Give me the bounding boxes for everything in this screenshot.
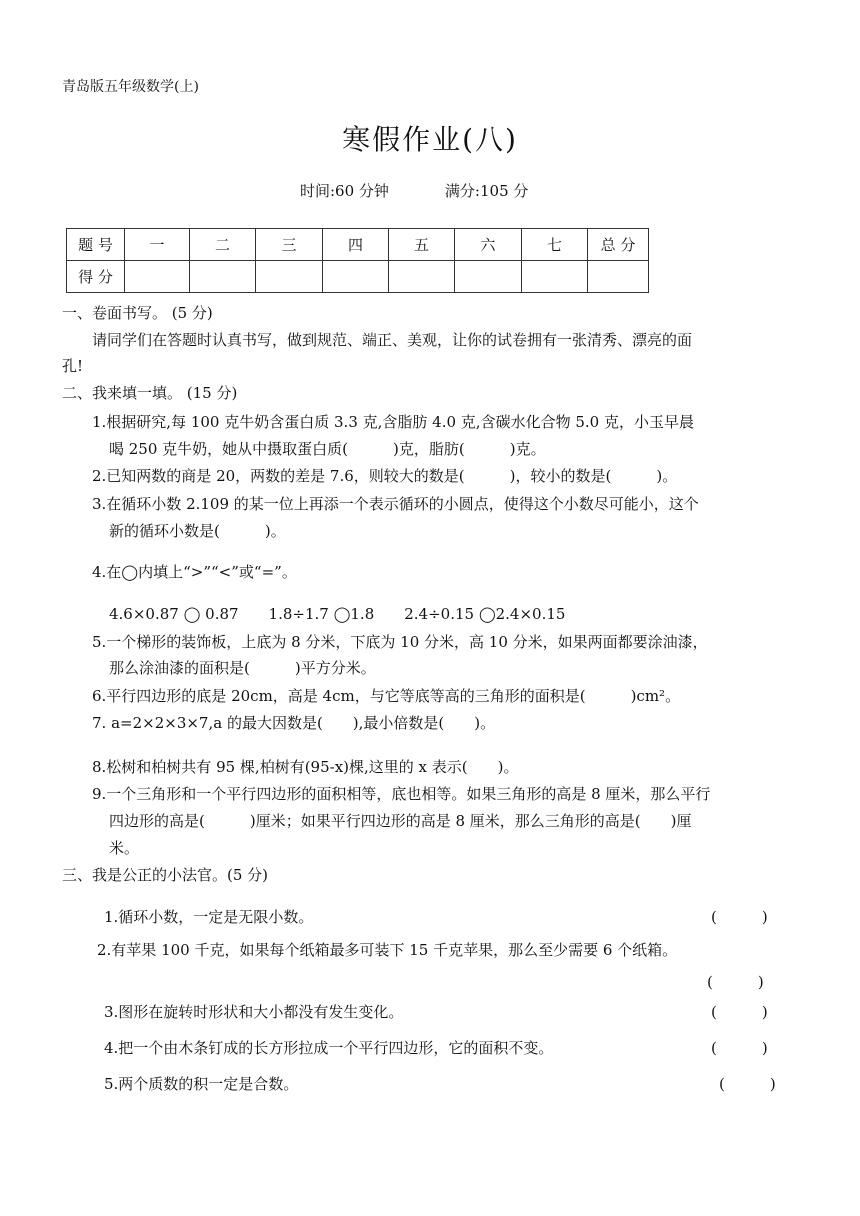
question-1-line: 喝 250 克牛奶，她从中摄取蛋白质( )克，脂肪( )克。 <box>109 440 546 458</box>
table-cell: 总 分 <box>588 229 649 261</box>
question-4-items: 4.6×0.87 ◯ 0.87 1.8÷1.7 ◯1.8 2.4÷0.15 ◯2.4×0.15 <box>109 605 566 623</box>
question-8: 8.松树和柏树共有 95 棵,柏树有(95-x)棵,这里的 x 表示( )。 <box>92 758 519 776</box>
score-table-header-row <box>67 229 649 261</box>
score-input-cell[interactable] <box>455 261 522 293</box>
statement-5: 5.两个质数的积一定是合数。 <box>104 1075 299 1093</box>
table-cell: 四 <box>323 229 389 261</box>
answer-paren[interactable]: ( ) <box>711 1039 768 1057</box>
score-input-cell[interactable] <box>190 261 256 293</box>
answer-paren[interactable]: ( ) <box>711 908 768 926</box>
section1-text-line: 孔! <box>62 357 84 375</box>
table-cell: 一 <box>125 229 190 261</box>
question-9-line: 四边形的高是( )厘米；如果平行四边形的高是 8 厘米，那么三角形的高是( )厘 <box>109 812 692 830</box>
score-input-cell[interactable] <box>588 261 649 293</box>
question-3-line: 新的循环小数是( )。 <box>109 522 286 540</box>
score-table-score-row <box>67 261 649 293</box>
score-input-cell[interactable] <box>522 261 588 293</box>
question-5-line: 5.一个梯形的装饰板，上底为 8 分米，下底为 10 分米，高 10 分米，如果两面都要涂油漆， <box>92 633 708 651</box>
section2-heading: 二、我来填一填。 (15 分) <box>62 384 238 402</box>
question-9-line: 米。 <box>109 839 140 857</box>
answer-paren[interactable]: ( ) <box>707 973 764 991</box>
table-cell: 五 <box>389 229 455 261</box>
table-cell: 得 分 <box>67 261 125 293</box>
table-cell: 题 号 <box>67 229 125 261</box>
question-5-line: 那么涂油漆的面积是( )平方分米。 <box>109 659 376 677</box>
question-4: 4.在◯内填上“>”“<”或“=”。 <box>92 563 297 581</box>
question-2: 2.已知两数的商是 20，两数的差是 7.6，则较大的数是( )，较小的数是( )。 <box>92 467 678 485</box>
score-table <box>66 228 649 293</box>
full-score: 满分:105 分 <box>444 182 529 200</box>
exam-info <box>300 180 528 201</box>
question-3-line: 3.在循环小数 2.109 的某一位上再添一个表示循环的小圆点，使得这个小数尽可能小，这个 <box>92 495 699 513</box>
answer-paren[interactable]: ( ) <box>719 1075 776 1093</box>
statement-1: 1.循环小数，一定是无限小数。 <box>104 908 314 926</box>
document-header: 青岛版五年级数学(上) <box>62 79 199 95</box>
page-title: 寒假作业(八) <box>342 123 518 156</box>
section1-heading: 一、卷面书写。 (5 分) <box>62 304 213 322</box>
question-9-line: 9.一个三角形和一个平行四边形的面积相等，底也相等。如果三角形的高是 8 厘米，那么平行 <box>92 785 711 803</box>
score-input-cell[interactable] <box>323 261 389 293</box>
statement-2: 2.有苹果 100 千克，如果每个纸箱最多可装下 15 千克苹果，那么至少需要 6 个纸箱。 <box>97 941 678 959</box>
score-input-cell[interactable] <box>256 261 323 293</box>
statement-4: 4.把一个由木条钉成的长方形拉成一个平行四边形，它的面积不变。 <box>104 1039 554 1057</box>
question-1-line: 1.根据研究,每 100 克牛奶含蛋白质 3.3 克,含脂肪 4.0 克,含碳水化合物 5.0 克，小玉早晨 <box>92 413 694 431</box>
question-7: 7. a=2×2×3×7,a 的最大因数是( ),最小倍数是( )。 <box>92 714 496 732</box>
table-cell: 二 <box>190 229 256 261</box>
section1-text-line: 请同学们在答题时认真书写，做到规范、端正、美观，让你的试卷拥有一张清秀、漂亮的面 <box>92 331 693 349</box>
table-cell: 七 <box>522 229 588 261</box>
table-cell: 三 <box>256 229 323 261</box>
statement-3: 3.图形在旋转时形状和大小都没有发生变化。 <box>104 1003 404 1021</box>
question-6: 6.平行四边形的底是 20cm，高是 4cm，与它等底等高的三角形的面积是( )cm²。 <box>92 687 681 705</box>
time-limit: 时间:60 分钟 <box>300 182 389 200</box>
score-input-cell[interactable] <box>389 261 455 293</box>
table-cell: 六 <box>455 229 522 261</box>
section3-heading: 三、我是公正的小法官。(5 分) <box>62 866 269 884</box>
answer-paren[interactable]: ( ) <box>711 1003 768 1021</box>
score-input-cell[interactable] <box>125 261 190 293</box>
